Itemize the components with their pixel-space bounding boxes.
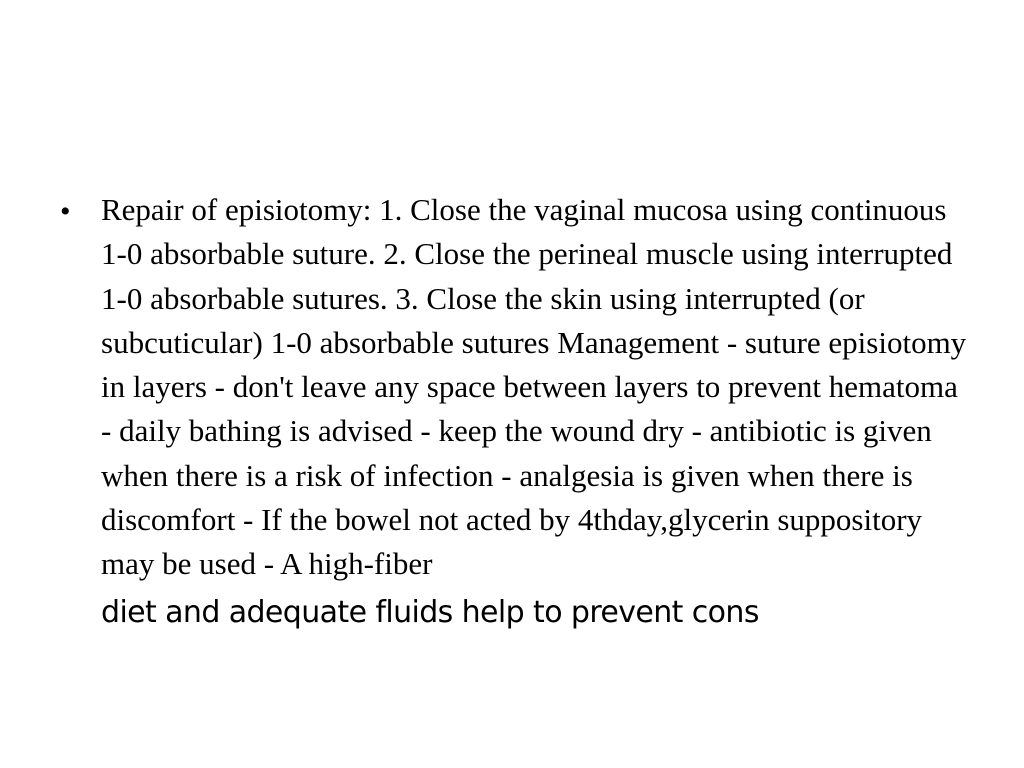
bullet-body-text: Repair of episiotomy: 1. Close the vaginal mucosa using continuous 1-0 absorbable suture. 2. Close the perineal muscle using interrupted 1-0 absorbable sutures. 3. Close the skin using interrupted (or subcuticular) 1-0 absorbable sutures Management - suture episiotomy in layers - don't leave any space between layers to prevent hematoma - daily bathing is advised - keep the wound dry - antibiotic is given when there is a risk of infection - analgesia is given when there is discomfort - If the bowel not acted by 4thday,glycerin suppository may be used - A high-fiber	[101, 192, 967, 582]
bullet-item	[60, 188, 970, 635]
bullet-tail-text: diet and adequate fluids help to prevent cons	[101, 594, 759, 630]
bullet-text	[101, 188, 970, 635]
bullet-icon: •	[60, 195, 71, 228]
